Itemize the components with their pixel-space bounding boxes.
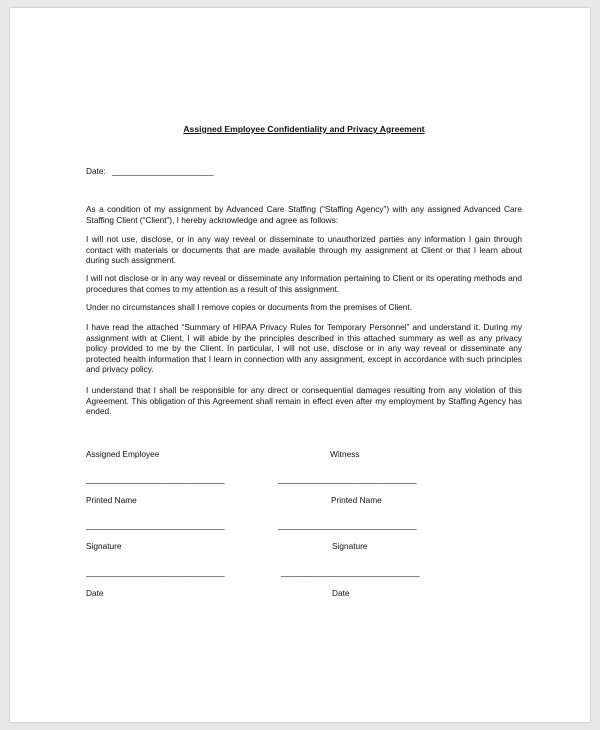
employee-signature-line-2: ______________________________ — [86, 567, 225, 577]
date-label: Date: — [86, 166, 106, 176]
employee-date-label: Date — [86, 588, 104, 598]
document-title: Assigned Employee Confidentiality and Privacy Agreement — [183, 124, 425, 134]
paragraph-3: I will not disclose or in any way reveal or disseminate any information pertaining to Client or its operating methods and procedures that comes to my attention as a result of this assignment. — [86, 273, 522, 294]
paragraph-6: I understand that I shall be responsible for any direct or consequential damages resulting from any violation of this Agreement. This obligation of this Agreement shall remain in effect even after my employment by Staffing Agency has ended. — [86, 385, 522, 416]
witness-date-label: Date — [332, 588, 350, 598]
paragraph-1: As a condition of my assignment by Advanced Care Staffing (“Staffing Agency”) with any assigned Advanced Care Staffing Client (“Client”), I hereby acknowledge and agree as follows: — [86, 204, 522, 225]
employee-signature-label: Signature — [86, 541, 122, 551]
witness-printed-name-label: Printed Name — [331, 495, 382, 505]
witness-label: Witness — [330, 449, 360, 459]
date-field — [86, 166, 214, 177]
employee-signature-line: ______________________________ — [86, 474, 225, 484]
witness-printed-name-line: ______________________________ — [278, 520, 417, 530]
paragraph-5: I have read the attached “Summary of HIPAA Privacy Rules for Temporary Personnel” and understand it. During my assignment with at Client, I will abide by the principles described in this attached summary as well as any privacy policy provided to me by the Client. In particular, I will not use, disclose or in any way reveal or disseminate any protected health information that I learn in connection with any assignment, except in accordance with such principles and privacy policy. — [86, 322, 522, 374]
assigned-employee-label: Assigned Employee — [86, 449, 160, 459]
date-blank: ______________________ — [112, 166, 214, 176]
witness-signature-line: ______________________________ — [278, 474, 417, 484]
paragraph-4: Under no circumstances shall I remove copies or documents from the premises of Client. — [86, 302, 413, 312]
witness-signature-label: Signature — [332, 541, 368, 551]
document-page — [10, 8, 590, 722]
paragraph-2: I will not use, disclose, or in any way reveal or disseminate to unauthorized parties any information I gain through contact with materials or documents that are made available through my assignment at Client or that I learn about during such assignment. — [86, 234, 522, 265]
employee-printed-name-line: ______________________________ — [86, 520, 225, 530]
witness-signature-line-2: ______________________________ — [281, 567, 420, 577]
employee-printed-name-label: Printed Name — [86, 495, 137, 505]
